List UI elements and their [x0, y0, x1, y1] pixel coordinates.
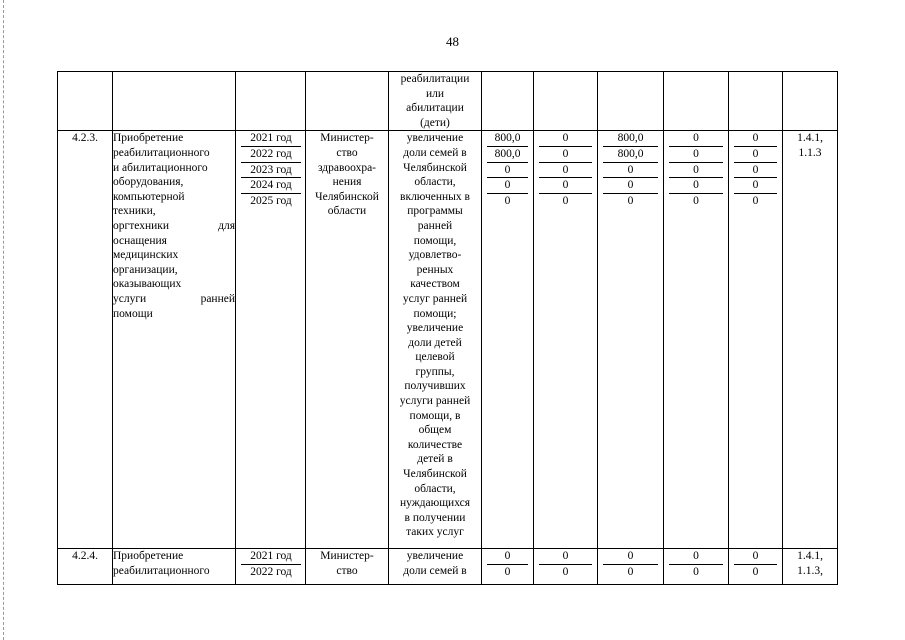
- name-line: оборудования,: [113, 176, 184, 189]
- result-line: области,: [414, 482, 456, 495]
- year-label: 2021 год: [241, 131, 301, 147]
- value: 0: [734, 131, 777, 147]
- result-line: ранней: [417, 219, 453, 232]
- value: 0: [603, 549, 658, 565]
- link-line: 1.4.1,: [797, 132, 823, 145]
- name-line: и абилитационного: [113, 161, 208, 174]
- cell-value: [664, 72, 729, 131]
- cell-value: [482, 131, 534, 549]
- result-line: или: [425, 87, 445, 100]
- result-line: Челябинской: [403, 161, 467, 174]
- cell-links: [783, 131, 838, 549]
- result-line: целевой: [415, 351, 455, 364]
- name-line: [113, 219, 235, 234]
- result-line: увеличение: [406, 550, 464, 563]
- result-line: детей в: [417, 453, 453, 466]
- value: 0: [627, 194, 634, 207]
- executor-line: нения: [332, 176, 362, 189]
- result-line: таких услуг: [406, 526, 464, 539]
- cell-links: [783, 72, 838, 131]
- name-line: медицинских: [113, 249, 179, 262]
- name-line-word: ранней: [200, 292, 235, 305]
- link-line: 1.1.3: [798, 146, 822, 159]
- cell-value: [598, 131, 664, 549]
- value: 0: [562, 194, 569, 207]
- executor-line: Министер-: [320, 132, 374, 145]
- result-line: увеличение: [406, 132, 464, 145]
- result-line: доли детей: [408, 336, 462, 349]
- result-line: общем: [418, 424, 452, 437]
- cell-years: [236, 131, 306, 549]
- cell-value: [598, 72, 664, 131]
- program-activities-table: [57, 71, 838, 585]
- name-line: реабилитационного: [113, 564, 210, 577]
- value: 800,0: [603, 131, 658, 147]
- value: 0: [504, 194, 511, 207]
- name-line-word: оргтехники: [113, 219, 169, 232]
- value: 0: [539, 549, 592, 565]
- scan-edge-line: [3, 0, 4, 640]
- cell-value: [729, 72, 783, 131]
- cell-years: [236, 549, 306, 585]
- name-line: техники,: [113, 205, 156, 218]
- executor-line: Челябинской: [315, 190, 379, 203]
- value: 0: [539, 163, 592, 179]
- value: 0: [562, 565, 569, 578]
- value: 0: [539, 178, 592, 194]
- cell-name: [113, 131, 236, 549]
- name-line: реабилитационного: [113, 146, 210, 159]
- cell-name: [113, 549, 236, 585]
- result-line: ренных: [416, 263, 454, 276]
- cell-value: [482, 72, 534, 131]
- name-line-word: для: [218, 219, 235, 232]
- cell-num: [58, 72, 113, 131]
- name-line: помощи: [113, 307, 153, 320]
- table-row: [58, 549, 838, 585]
- name-line-word: услуги: [113, 292, 147, 305]
- cell-result: [389, 131, 482, 549]
- result-line: количестве: [407, 438, 463, 451]
- table-row: [58, 131, 838, 549]
- value: 0: [669, 178, 723, 194]
- cell-name: [113, 72, 236, 131]
- cell-years: [236, 72, 306, 131]
- name-line: оказывающих: [113, 278, 182, 291]
- cell-result: [389, 72, 482, 131]
- value: 0: [539, 147, 592, 163]
- value: 0: [627, 565, 634, 578]
- result-line: нуждающихся: [399, 497, 471, 510]
- name-line: компьютерной: [113, 190, 185, 203]
- cell-value: [534, 131, 598, 549]
- cell-value: [729, 131, 783, 549]
- result-line: программы: [407, 205, 463, 218]
- value: 0: [734, 147, 777, 163]
- cell-value: [664, 549, 729, 585]
- cell-executor: [306, 131, 389, 549]
- value: 0: [752, 565, 759, 578]
- value: 0: [734, 549, 777, 565]
- year-label: 2024 год: [241, 178, 301, 194]
- result-line: помощи;: [413, 307, 457, 320]
- year-label: 2023 год: [241, 163, 301, 179]
- value: 0: [487, 549, 528, 565]
- value: 0: [669, 163, 723, 179]
- cell-result: [389, 549, 482, 585]
- page-number: 48: [446, 34, 459, 49]
- result-line: Челябинской: [403, 468, 467, 481]
- cell-value: [534, 72, 598, 131]
- result-line: удовлетво-: [408, 249, 462, 262]
- cell-num: 4.2.4.: [58, 549, 113, 585]
- table-row-continuation: [58, 72, 838, 131]
- value: 0: [669, 147, 723, 163]
- result-line: помощи, в: [409, 409, 461, 422]
- value: 0: [734, 178, 777, 194]
- cell-value: [482, 549, 534, 585]
- result-line: услуги ранней: [399, 395, 471, 408]
- result-line: качеством: [410, 278, 460, 291]
- value: 0: [669, 549, 723, 565]
- executor-line: Министер-: [320, 550, 374, 563]
- value: 800,0: [487, 131, 528, 147]
- value: 0: [693, 565, 699, 578]
- value: 0: [487, 163, 528, 179]
- result-line: в получении: [404, 511, 466, 524]
- cell-value: [534, 549, 598, 585]
- value: 0: [752, 194, 759, 207]
- result-line: группы,: [415, 365, 455, 378]
- result-line: доли семей в: [403, 564, 467, 577]
- cell-value: [664, 131, 729, 549]
- result-line: (дети): [420, 116, 450, 129]
- name-line: Приобретение: [113, 132, 184, 145]
- result-line: области,: [414, 176, 456, 189]
- cell-executor: [306, 549, 389, 585]
- value: 800,0: [603, 147, 658, 163]
- year-label: 2022 год: [241, 147, 301, 163]
- result-line: включенных в: [400, 190, 470, 203]
- name-line: [113, 292, 235, 307]
- year-label: 2021 год: [241, 549, 301, 565]
- cell-num: 4.2.3.: [58, 131, 113, 549]
- value: 0: [603, 163, 658, 179]
- value: 0: [603, 178, 658, 194]
- name-line: организации,: [113, 263, 178, 276]
- result-line: увеличение: [406, 322, 464, 335]
- executor-line: ство: [336, 564, 358, 577]
- value: 800,0: [487, 147, 528, 163]
- result-line: реабилитации: [400, 73, 470, 85]
- result-line: получивших: [404, 380, 466, 393]
- value: 0: [693, 194, 699, 207]
- result-line: абилитации: [406, 102, 464, 115]
- name-line: Приобретение: [113, 550, 184, 563]
- value: 0: [487, 178, 528, 194]
- cell-links: [783, 549, 838, 585]
- value: 0: [734, 163, 777, 179]
- result-line: доли семей в: [403, 146, 467, 159]
- link-line: 1.1.3,: [797, 564, 823, 577]
- cell-value: [729, 549, 783, 585]
- cell-value: [598, 549, 664, 585]
- executor-line: здравоохра-: [317, 161, 377, 174]
- value: 0: [504, 565, 511, 578]
- executor-line: ство: [336, 146, 358, 159]
- result-line: услуг ранней: [402, 292, 468, 305]
- value: 0: [539, 131, 592, 147]
- year-label: 2022 год: [250, 565, 292, 578]
- result-line: помощи,: [413, 234, 457, 247]
- executor-line: области: [327, 205, 367, 218]
- year-label: 2025 год: [250, 194, 292, 207]
- link-line: 1.4.1,: [797, 550, 823, 563]
- cell-executor: [306, 72, 389, 131]
- name-line: оснащения: [113, 234, 167, 247]
- value: 0: [669, 131, 723, 147]
